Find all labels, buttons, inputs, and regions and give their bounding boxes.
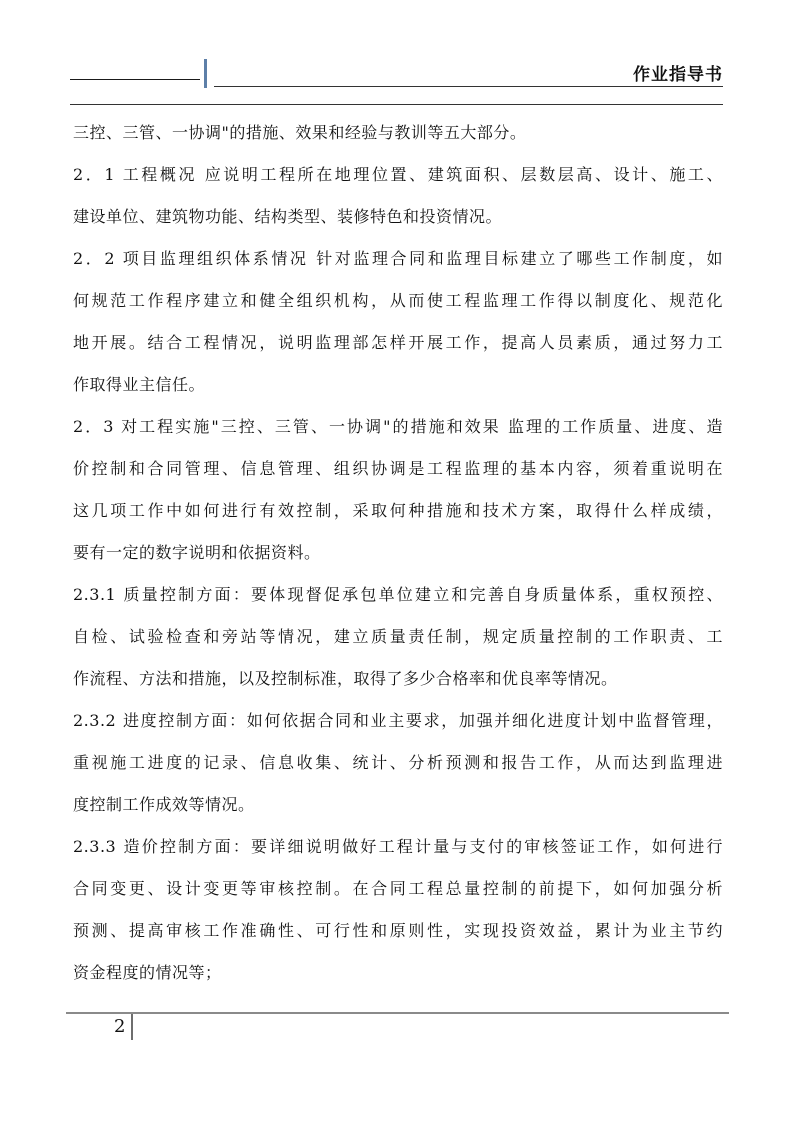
body-line: 2.3.2 进度控制方面：如何依据合同和业主要求，加强并细化进度计划中监督管理， (73, 711, 723, 730)
body-line: 2．1 工程概况 应说明工程所在地理位置、建筑面积、层数层高、设计、施工、 (73, 165, 723, 184)
body-line: 2.3.3 造价控制方面：要详细说明做好工程计量与支付的审核签证工作，如何进行 (73, 837, 723, 856)
body-line: 作流程、方法和措施，以及控制标准，取得了多少合格率和优良率等情况。 (73, 669, 618, 688)
header-rule-full (70, 104, 723, 105)
body-line: 要有一定的数字说明和依据资料。 (73, 543, 321, 562)
footer-rule (66, 1012, 729, 1014)
footer-accent-bar (131, 1014, 133, 1040)
body-line: 这几项工作中如何进行有效控制，采取何种措施和技术方案，取得什么样成绩， (73, 501, 723, 520)
header-rule-left (70, 79, 200, 80)
body-line: 何规范工作程序建立和健全组织机构，从而使工程监理工作得以制度化、规范化 (73, 291, 723, 310)
body-line: 2．2 项目监理组织体系情况 针对监理合同和监理目标建立了哪些工作制度，如 (73, 249, 723, 268)
body-line: 2.3.1 质量控制方面：要体现督促承包单位建立和完善自身质量体系，重权预控、 (73, 585, 723, 604)
body-line: 合同变更、设计变更等审核控制。在合同工程总量控制的前提下，如何加强分析 (73, 879, 723, 898)
header-accent-bar (204, 59, 207, 88)
body-line: 建设单位、建筑物功能、结构类型、装修特色和投资情况。 (73, 207, 503, 226)
body-line: 价控制和合同管理、信息管理、组织协调是工程监理的基本内容，须着重说明在 (73, 459, 723, 478)
document-body (73, 112, 723, 994)
page-number: 2 (114, 1016, 126, 1037)
body-line: 2．3 对工程实施"三控、三管、一协调"的措施和效果 监理的工作质量、进度、造 (73, 417, 723, 436)
header-rule-title (214, 86, 723, 87)
body-line: 重视施工进度的记录、信息收集、统计、分析预测和报告工作，从而达到监理进 (73, 753, 723, 772)
body-line: 度控制工作成效等情况。 (73, 795, 255, 814)
body-line: 地开展。结合工程情况，说明监理部怎样开展工作，提高人员素质，通过努力工 (73, 333, 723, 352)
body-line: 资金程度的情况等； (73, 963, 222, 982)
body-line: 预测、提高审核工作准确性、可行性和原则性，实现投资效益，累计为业主节约 (73, 921, 723, 940)
body-line: 自检、试验检查和旁站等情况，建立质量责任制，规定质量控制的工作职责、工 (73, 627, 723, 646)
body-line: 作取得业主信任。 (73, 375, 206, 394)
body-line: 三控、三管、一协调"的措施、效果和经验与教训等五大部分。 (73, 123, 527, 142)
header-title: 作业指导书 (633, 65, 723, 85)
